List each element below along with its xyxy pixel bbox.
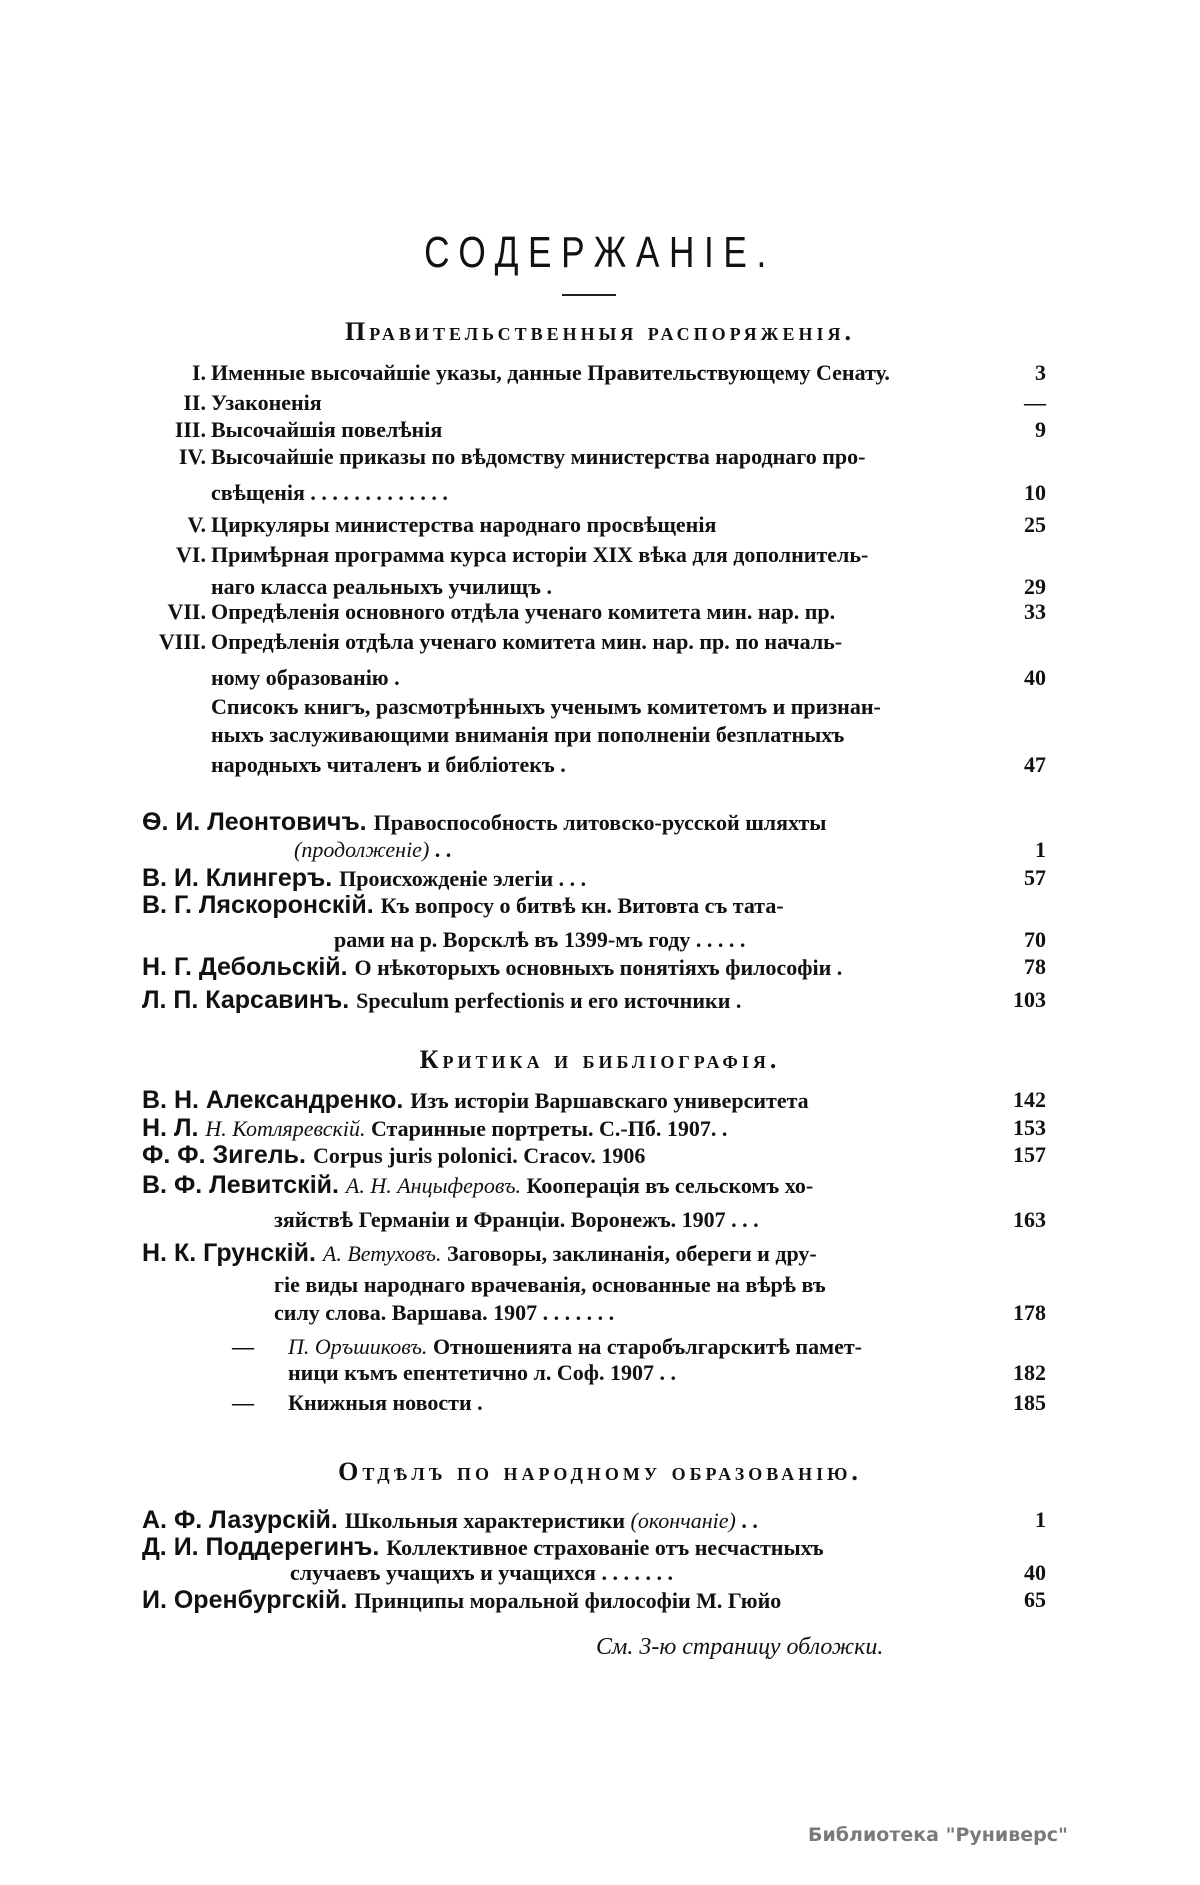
page-number: 182 xyxy=(1013,1360,1046,1385)
entry-italic-text: (окончаніе) xyxy=(630,1508,736,1533)
entry-title: . . xyxy=(735,1508,758,1533)
entry-title: Списокъ книгъ, разсмотрѣнныхъ ученымъ комитетомъ и признан- xyxy=(211,694,881,719)
page-number: 178 xyxy=(1013,1300,1046,1325)
entry-title: Циркуляры министерства народнаго просвѣщенія xyxy=(211,512,717,537)
entry-author: В. Г. Ляскоронскій. xyxy=(142,891,381,919)
entry-title: народныхъ читаленъ и библіотекъ . xyxy=(211,752,566,777)
toc-entry-line xyxy=(288,1388,483,1418)
entry-author: Н. Г. Дебольскій. xyxy=(142,953,355,981)
toc-entry-line xyxy=(142,952,842,982)
item-numeral: I. xyxy=(191,360,206,385)
toc-entry-line xyxy=(142,1140,645,1170)
entry-title: Школьныя характеристики xyxy=(344,1508,631,1533)
toc-entry-line xyxy=(211,358,890,388)
entry-author: Н. Л. xyxy=(142,1114,206,1142)
entry-italic-text: А. Ветуховъ. xyxy=(322,1241,447,1266)
page-number: 78 xyxy=(1024,954,1046,979)
entry-title: Старинные портреты. С.-Пб. 1907. . xyxy=(370,1116,728,1141)
toc-entry-line xyxy=(274,1205,759,1235)
entry-author: В. Ф. Левитскій. xyxy=(142,1171,346,1199)
toc-entry-line xyxy=(211,540,868,570)
entry-author: Л. П. Карсавинъ. xyxy=(142,986,357,1014)
page-number: 9 xyxy=(1035,417,1046,442)
section-heading-government-orders: Правительственныя распоряженія. xyxy=(345,317,855,346)
entry-title: Правоспособность литовско-русской шляхты xyxy=(373,810,827,835)
toc-entry-line xyxy=(142,1238,817,1268)
item-numeral: V. xyxy=(187,512,206,537)
toc-entry-line xyxy=(211,720,844,750)
page-number: 40 xyxy=(1024,665,1046,690)
toc-entry-line xyxy=(274,1298,614,1328)
page-number: 3 xyxy=(1035,360,1046,385)
ditto-dash: — xyxy=(232,1390,254,1415)
entry-title: Опредѣленія отдѣла ученаго комитета мин. нар. пр. по началь- xyxy=(211,629,843,654)
entry-author: В. Н. Александренко. xyxy=(142,1086,411,1114)
page-number: 10 xyxy=(1024,480,1046,505)
item-numeral: II. xyxy=(183,390,206,415)
toc-entry-line xyxy=(142,1585,781,1615)
toc-entry-line xyxy=(142,1113,727,1143)
item-numeral: III. xyxy=(174,417,206,442)
page-number: 40 xyxy=(1024,1560,1046,1585)
entry-title: Speculum perfectionis и его источники . xyxy=(356,988,742,1013)
item-numeral: VII. xyxy=(167,599,206,624)
entry-title: Книжныя новости . xyxy=(288,1390,483,1415)
toc-entry-line xyxy=(211,750,566,780)
entry-author: Н. К. Грунскій. xyxy=(142,1239,323,1267)
toc-entry-line xyxy=(142,1085,809,1115)
entry-italic-text: Н. Котляревскій. xyxy=(205,1116,371,1141)
entry-title: случаевъ учащихъ и учащихся . . . . . . . xyxy=(290,1560,673,1585)
toc-entry-line xyxy=(142,1170,813,1200)
entry-title: силу слова. Варшава. 1907 . . . . . . . xyxy=(274,1300,615,1325)
entry-title: гіе виды народнаго врачеванія, основанные на вѣрѣ въ xyxy=(274,1272,826,1297)
page-number: 57 xyxy=(1024,865,1046,890)
cover-note: См. 3-ю страницу обложки. xyxy=(596,1634,884,1660)
toc-entry-line xyxy=(211,510,716,540)
page-number: 103 xyxy=(1013,987,1046,1012)
item-numeral: VI. xyxy=(176,542,206,567)
entry-title: Принципы моральной философіи М. Гюйо xyxy=(354,1588,782,1613)
entry-title: Примѣрная программа курса исторіи XIX вѣка для дополнитель- xyxy=(211,542,869,567)
library-watermark: Библиотека "Руниверс" xyxy=(808,1824,1068,1846)
entry-title: Опредѣленія основного отдѣла ученаго комитета мин. нар. пр. xyxy=(211,599,836,624)
page-number: 29 xyxy=(1024,574,1046,599)
section-heading-public-education: Отдѣлъ по народному образованію. xyxy=(338,1457,862,1486)
toc-entry-line xyxy=(211,415,442,445)
item-numeral: IV. xyxy=(178,444,206,469)
entry-title: Кооперація въ сельскомъ хо- xyxy=(526,1173,814,1198)
entry-author: Ф. Ф. Зигель. xyxy=(142,1141,313,1169)
entry-title: зяйствѣ Германіи и Франціи. Воронежъ. 1907 . . . xyxy=(274,1207,759,1232)
entry-author: И. Оренбургскій. xyxy=(142,1586,355,1614)
toc-entry-line xyxy=(211,627,842,657)
entry-title: Заговоры, заклинанія, обереги и дру- xyxy=(446,1241,817,1266)
entry-title: наго класса реальныхъ училищъ . xyxy=(211,574,552,599)
entry-title: свѣщенія . . . . . . . . . . . . . xyxy=(211,480,448,505)
entry-title: Къ вопросу о битвѣ кн. Витовта съ тата- xyxy=(380,893,784,918)
toc-entry-line xyxy=(288,1358,676,1388)
entry-title: Corpus juris polonici. Cracov. 1906 xyxy=(312,1143,646,1168)
entry-italic-text: (продолженіе) xyxy=(294,837,430,862)
page-number: 185 xyxy=(1013,1390,1046,1415)
toc-entry-line xyxy=(142,1505,758,1535)
toc-entry-line xyxy=(211,478,448,508)
entry-author: Ѳ. И. Леонтовичъ. xyxy=(142,808,374,836)
page-number: 65 xyxy=(1024,1587,1046,1612)
entry-title: ныхъ заслуживающими вниманія при пополненіи безплатныхъ xyxy=(211,722,845,747)
entry-title: Коллективное страхованіе отъ несчастныхъ xyxy=(386,1535,824,1560)
entry-title: . . xyxy=(429,837,452,862)
page-number: — xyxy=(1024,390,1046,415)
item-numeral: VIII. xyxy=(158,629,206,654)
page-number: 163 xyxy=(1013,1207,1046,1232)
page-number: 47 xyxy=(1024,752,1046,777)
page-number: 33 xyxy=(1024,599,1046,624)
entry-italic-text: П. Оръшиковъ. xyxy=(288,1334,433,1359)
entry-italic-text: А. Н. Анцыферовъ. xyxy=(345,1173,527,1198)
toc-entry-line xyxy=(142,807,826,837)
entry-author: А. Ф. Лазурскій. xyxy=(142,1506,345,1534)
page-number: 1 xyxy=(1035,837,1046,862)
ditto-dash: — xyxy=(232,1334,254,1359)
page-number: 153 xyxy=(1013,1115,1046,1140)
page-number: 25 xyxy=(1024,512,1046,537)
toc-entry-line xyxy=(211,597,835,627)
toc-entry-line xyxy=(211,388,322,418)
page-title: СОДЕРЖАНІЕ. xyxy=(424,228,776,277)
title-divider xyxy=(562,294,616,296)
toc-entry-line xyxy=(211,442,865,472)
entry-author: Д. И. Поддерегинъ. xyxy=(142,1533,387,1561)
toc-entry-line xyxy=(142,863,586,893)
toc-entry-line xyxy=(142,985,741,1015)
toc-entry-line xyxy=(211,692,881,722)
toc-entry-line xyxy=(334,925,745,955)
page-number: 1 xyxy=(1035,1507,1046,1532)
entry-title: Изъ исторіи Варшавскаго университета xyxy=(410,1088,809,1113)
toc-entry-line xyxy=(294,835,451,865)
page-number: 157 xyxy=(1013,1142,1046,1167)
entry-title: О нѣкоторыхъ основныхъ понятіяхъ философіи . xyxy=(354,955,843,980)
entry-title: ници къмъ епентетично л. Соф. 1907 . . xyxy=(288,1360,676,1385)
section-heading-criticism-bibliography: Критика и библіографія. xyxy=(419,1045,781,1074)
toc-entry-line xyxy=(290,1558,673,1588)
entry-title: ному образованію . xyxy=(211,665,400,690)
toc-entry-line xyxy=(211,663,400,693)
entry-title: Именные высочайшіе указы, данные Правительствующему Сенату. xyxy=(211,360,890,385)
page-number: 70 xyxy=(1024,927,1046,952)
entry-title: Узаконенія xyxy=(211,390,322,415)
entry-author: В. И. Клингеръ. xyxy=(142,864,340,892)
toc-entry-line xyxy=(274,1270,826,1300)
toc-entry-line xyxy=(142,890,784,920)
entry-title: Высочайшіе приказы по вѣдомству министерства народнаго про- xyxy=(211,444,866,469)
entry-title: рами на р. Ворсклѣ въ 1399-мъ году . . . . . xyxy=(334,927,746,952)
entry-title: Высочайшія повелѣнія xyxy=(211,417,443,442)
entry-title: Происхожденіе элегіи . . . xyxy=(339,866,587,891)
page-number: 142 xyxy=(1013,1087,1046,1112)
entry-title: Отношенията на старобългарскитѣ памет- xyxy=(432,1334,862,1359)
